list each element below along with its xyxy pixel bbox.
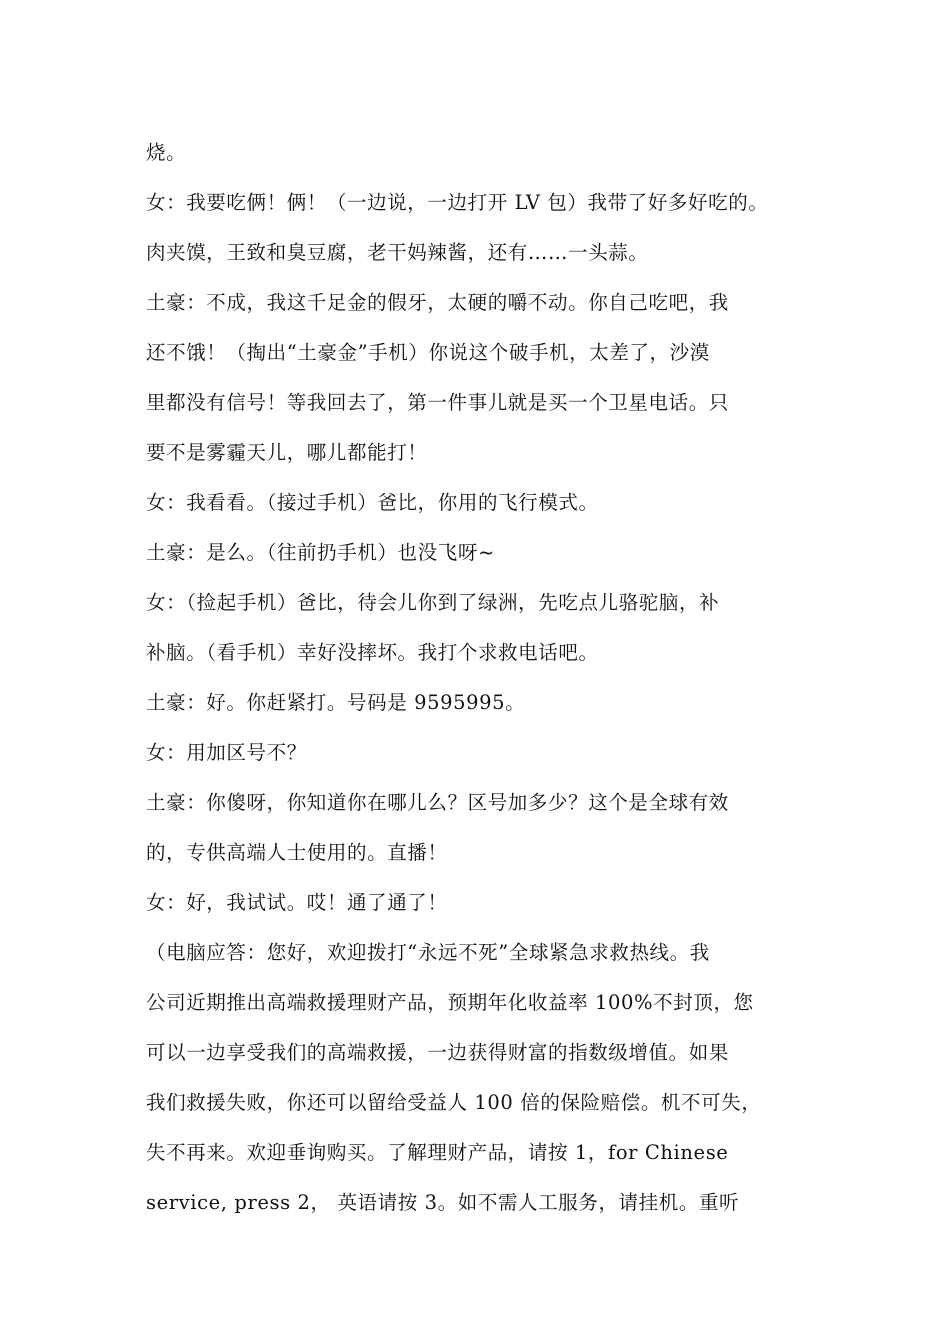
text-line: service, press 2， 英语请按 3。如不需人工服务，请挂机。重听 xyxy=(146,1191,740,1214)
text-line: 补脑。（看手机）幸好没摔坏。我打个求救电话吧。 xyxy=(146,641,599,664)
text-line: 要不是雾霾天儿，哪儿都能打！ xyxy=(146,441,428,464)
text-line: 女：我看看。（接过手机）爸比，你用的飞行模式。 xyxy=(146,491,599,514)
text-line: 的，专供高端人士使用的。直播！ xyxy=(146,841,448,864)
text-line: 可以一边享受我们的高端救援，一边获得财富的指数级增值。如果 xyxy=(146,1041,729,1064)
text-line: 女：用加区号不？ xyxy=(146,741,307,764)
text-line: 公司近期推出高端救援理财产品，预期年化收益率 100%不封顶，您 xyxy=(146,991,754,1014)
script-text xyxy=(146,128,836,1228)
text-line: 土豪：是么。（往前扔手机）也没飞呀~ xyxy=(146,541,495,564)
text-line: 我们救援失败，你还可以留给受益人 100 倍的保险赔偿。机不可失， xyxy=(146,1091,762,1114)
text-line: 女：我要吃俩！俩！（一边说，一边打开 LV 包）我带了好多好吃的。 xyxy=(146,191,769,214)
text-line: 肉夹馍，王致和臭豆腐，老干妈辣酱，还有……一头蒜。 xyxy=(146,241,649,264)
text-line: 烧。 xyxy=(146,141,187,164)
text-line: 还不饿！（掏出“土豪金”手机）你说这个破手机，太差了，沙漠 xyxy=(146,341,710,364)
text-line: 女：（捡起手机）爸比，待会儿你到了绿洲，先吃点儿骆驼脑，补 xyxy=(146,591,720,614)
text-line: （电脑应答：您好，欢迎拨打“永远不死”全球紧急求救热线。我 xyxy=(146,941,710,964)
text-line: 里都没有信号！等我回去了，第一件事儿就是买一个卫星电话。只 xyxy=(146,391,729,414)
text-line: 土豪：不成，我这千足金的假牙，太硬的嚼不动。你自己吃吧，我 xyxy=(146,291,729,314)
text-line: 土豪：好。你赶紧打。号码是 9595995。 xyxy=(146,691,526,714)
text-line: 女：好，我试试。哎！通了通了！ xyxy=(146,891,448,914)
text-line: 失不再来。欢迎垂询购买。了解理财产品，请按 1，for Chinese xyxy=(146,1141,729,1164)
text-line: 土豪：你傻呀，你知道你在哪儿么？区号加多少？这个是全球有效 xyxy=(146,791,729,814)
